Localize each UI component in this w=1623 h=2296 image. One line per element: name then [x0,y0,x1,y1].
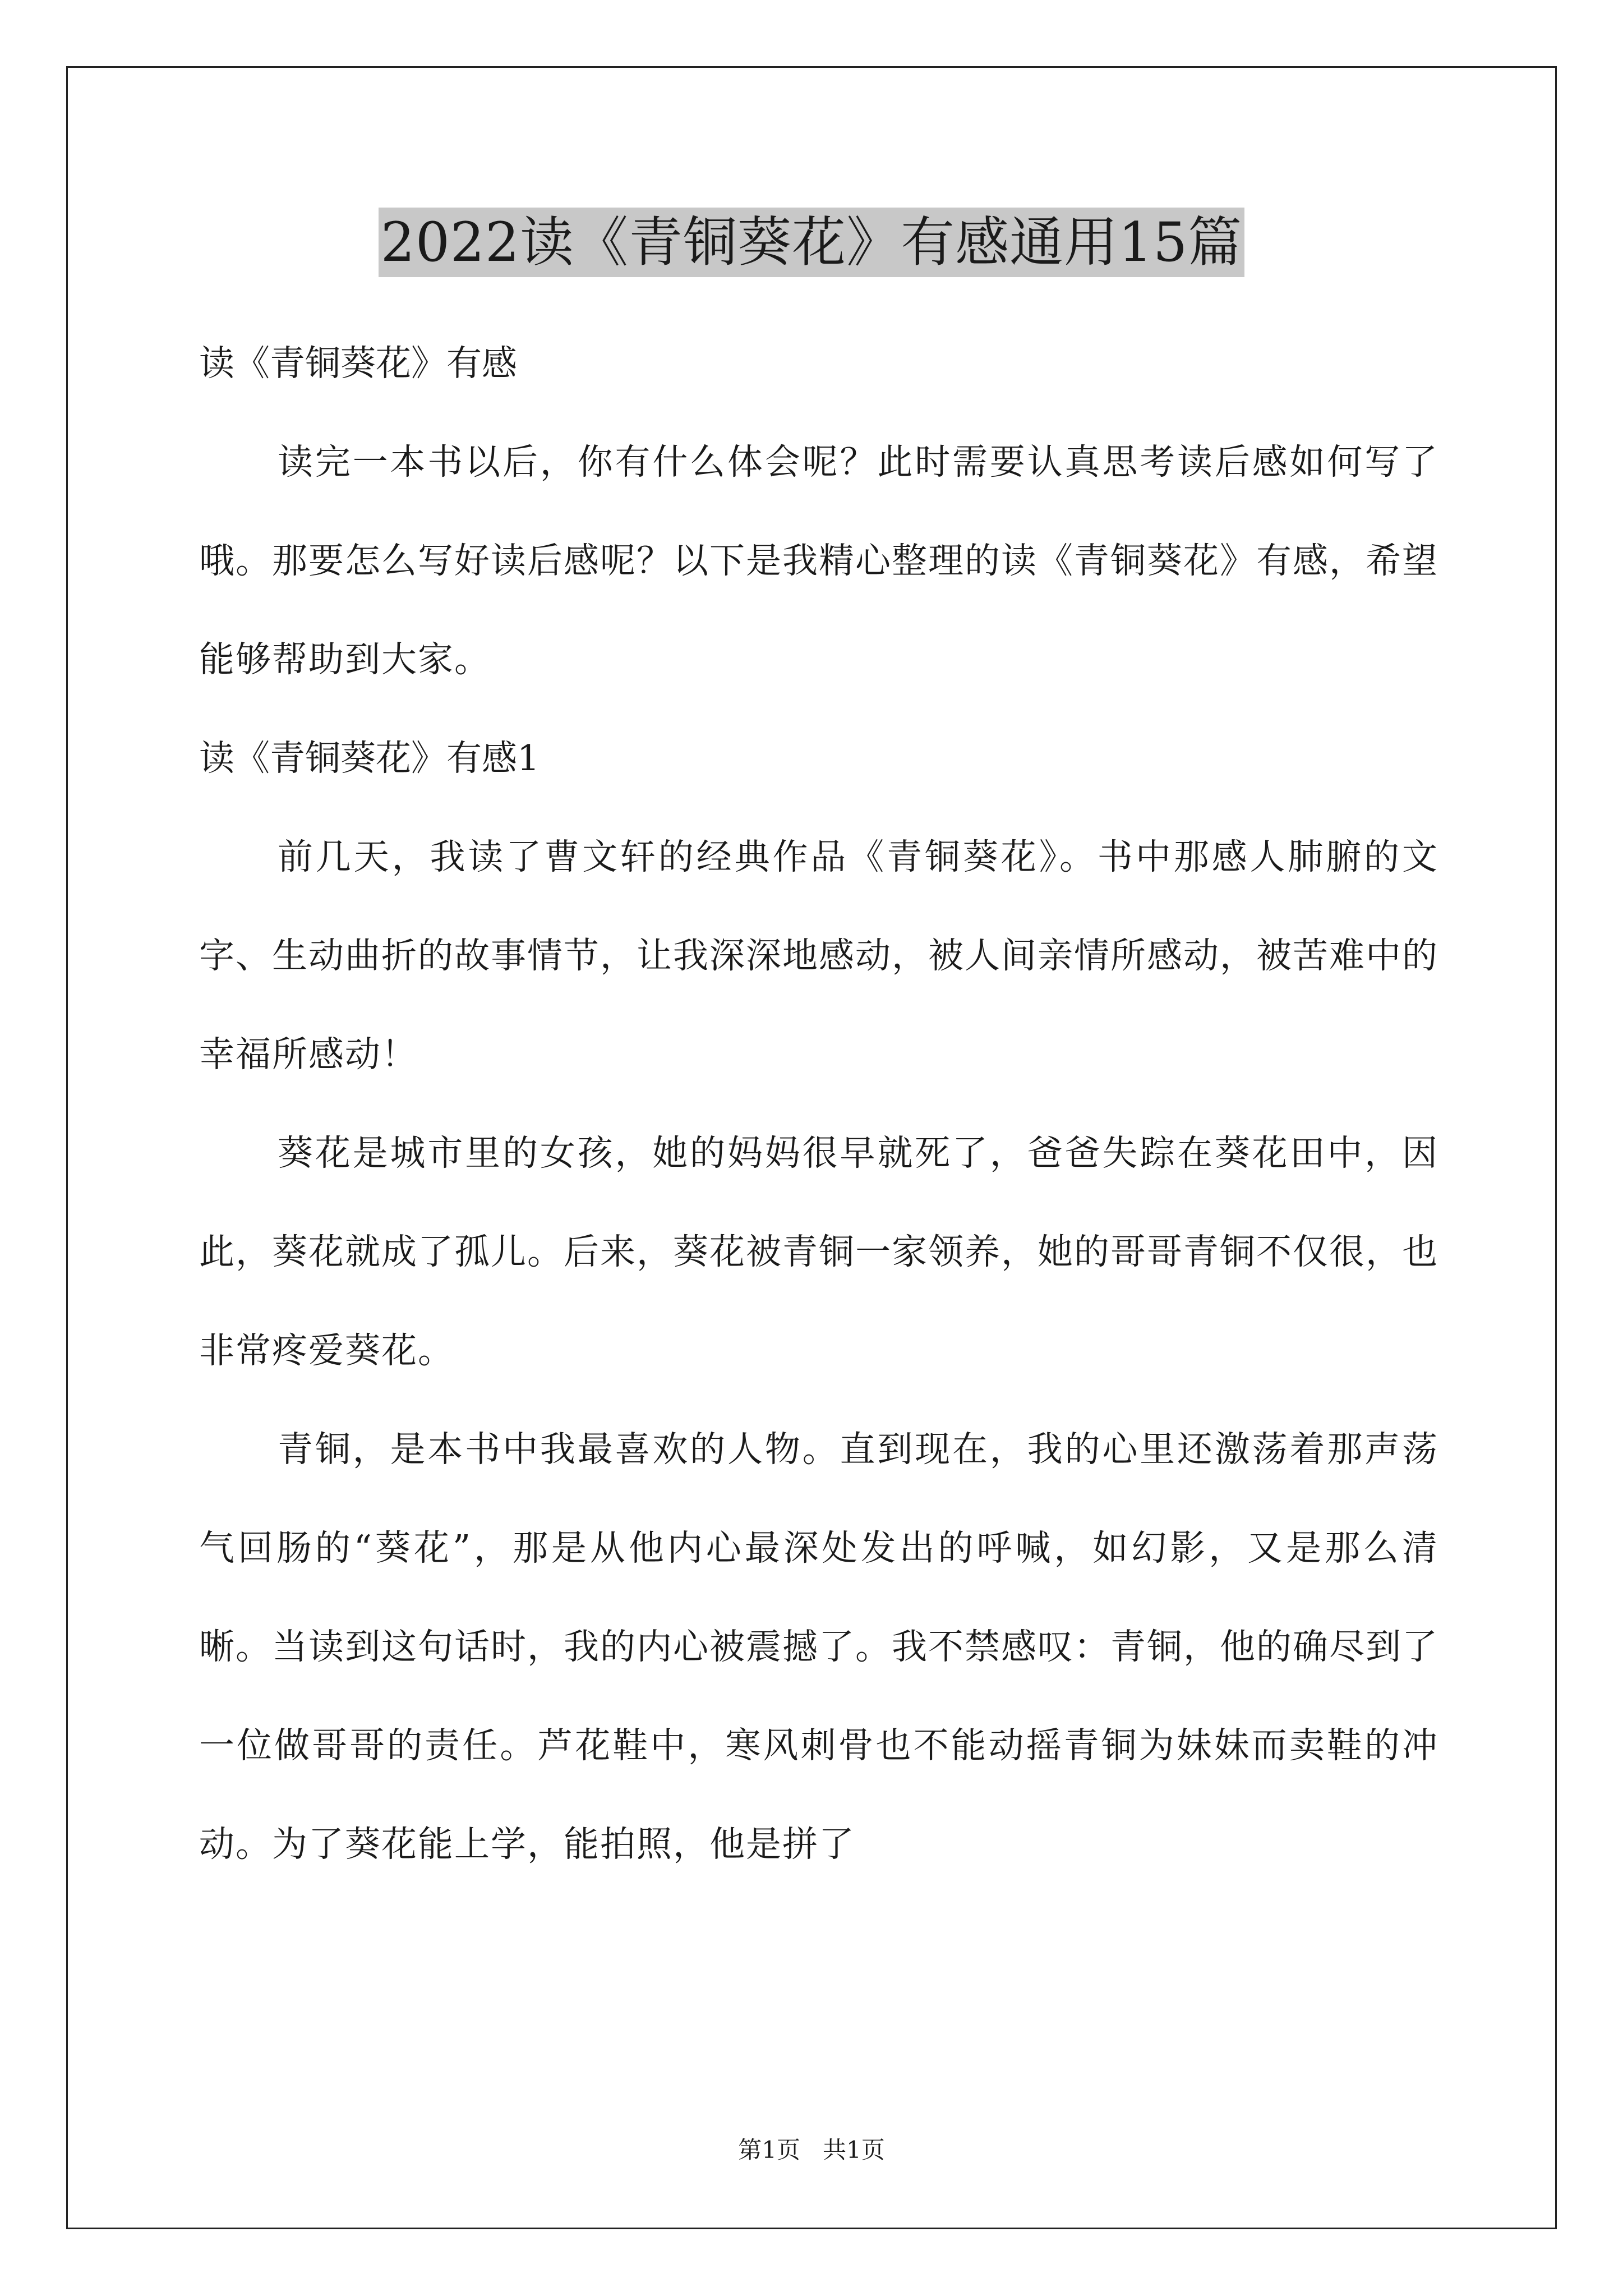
document-title: 2022读《青铜葵花》有感通用15篇 [379,208,1244,277]
body-paragraph: 青铜，是本书中我最喜欢的人物。直到现在，我的心里还激荡着那声荡气回肠的“葵花”，那是从他内心最深处发出的呼喊，如幻影，又是那么清晰。当读到这句话时，我的内心被震撼了。我不禁感叹：青铜，他的确尽到了一位做哥哥的责任。芦花鞋中，寒风刺骨也不能动摇青铜为妹妹而卖鞋的冲动。为了葵花能上学，能拍照，他是拼了 [199,1429,1438,1865]
section-heading: 读《青铜葵花》有感 [199,343,517,384]
title-container [0,208,1623,277]
document-body [199,314,1438,1894]
section-heading: 读《青铜葵花》有感1 [199,738,540,779]
page-footer: 第1页 共1页 [738,2136,885,2164]
body-paragraph: 葵花是城市里的女孩，她的妈妈很早就死了，爸爸失踪在葵花田中，因此，葵花就成了孤儿。后来，葵花被青铜一家领养，她的哥哥青铜不仅很，也非常疼爱葵花。 [199,1133,1438,1371]
body-paragraph: 前几天，我读了曹文轩的经典作品《青铜葵花》。书中那感人肺腑的文字、生动曲折的故事情节，让我深深地感动，被人间亲情所感动，被苦难中的幸福所感动！ [199,836,1438,1075]
body-paragraph: 读完一本书以后，你有什么体会呢？此时需要认真思考读后感如何写了哦。那要怎么写好读后感呢？以下是我精心整理的读《青铜葵花》有感，希望能够帮助到大家。 [199,441,1438,680]
